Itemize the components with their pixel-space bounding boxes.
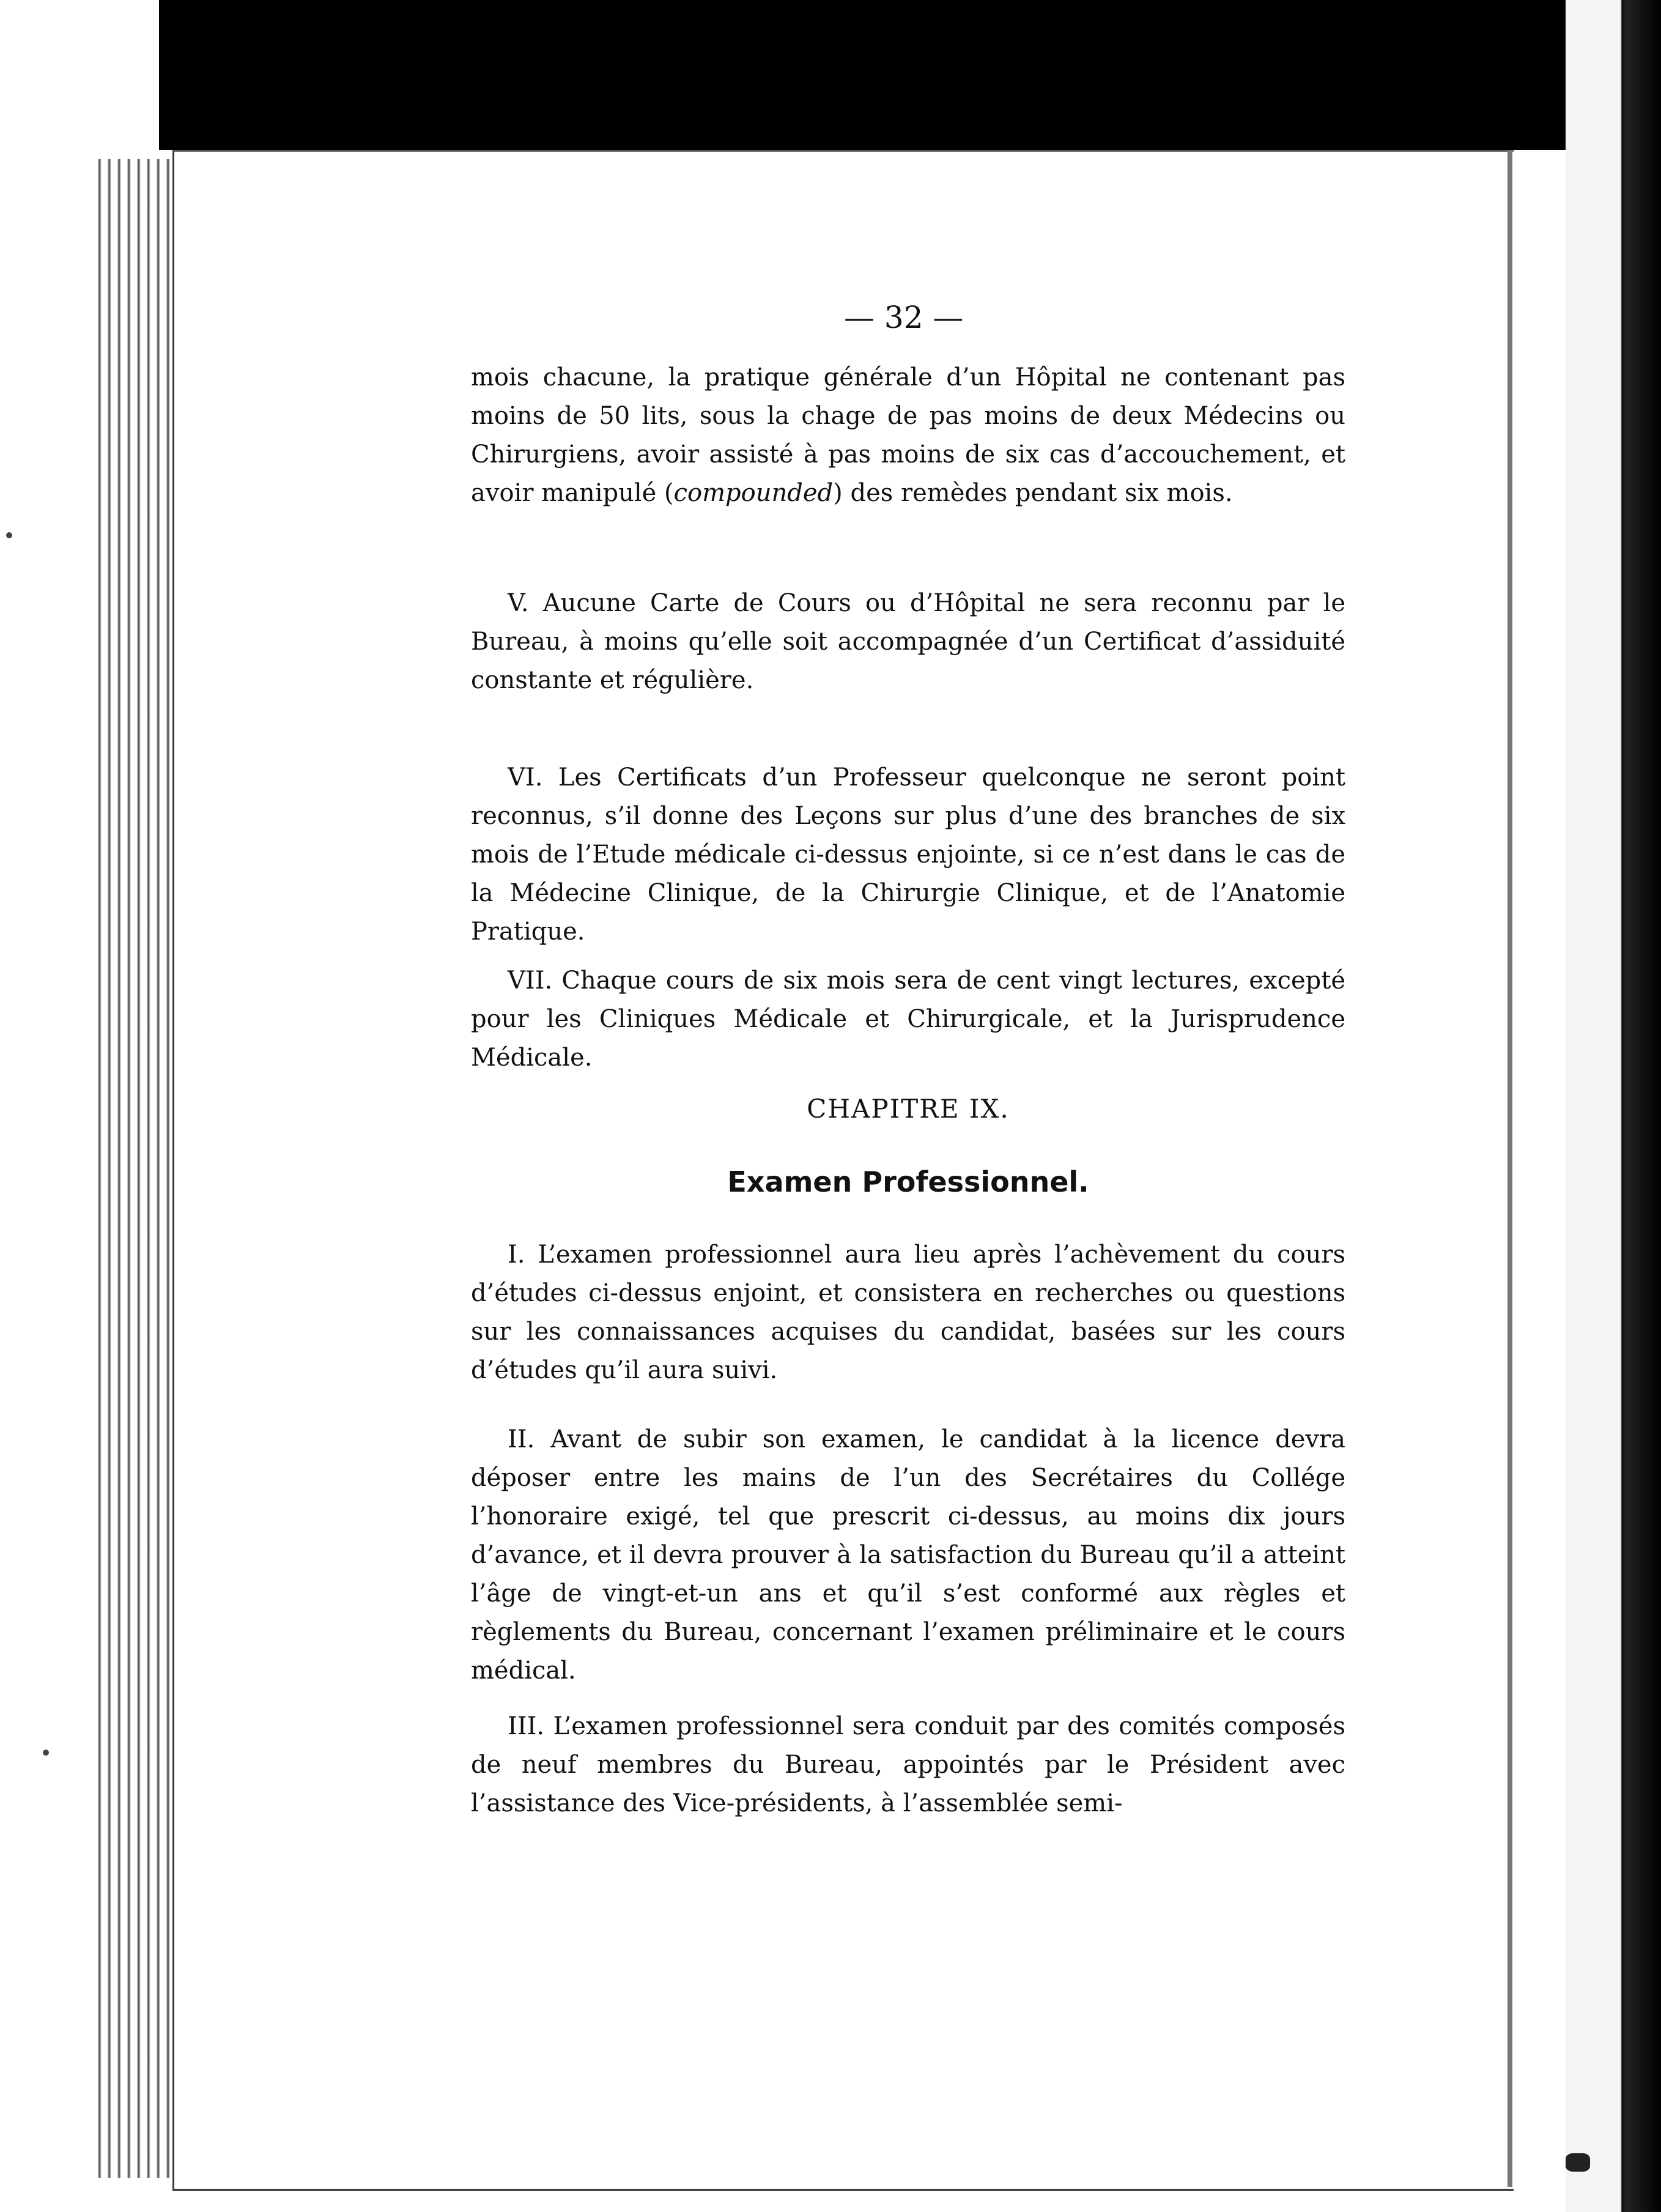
paragraph-vii: VII. Chaque cours de six mois sera de cent vingt lectures, excepté pour les Cliniques Médicale et Chirurgicale, et la Jurisprudence Médicale.	[471, 967, 1345, 1072]
book-binding-edge	[92, 159, 177, 2178]
scan-speck	[43, 1750, 49, 1756]
exam-paragraph-i: I. L’examen professionnel aura lieu après l’achèvement du cours d’études ci-dessus enjoint, et consistera en recherches ou questions sur les connaissances acquises du candidat, basées sur les cours d’études qu’il aura suivi.	[471, 1241, 1345, 1384]
section-title: Examen Professionnel.	[727, 1165, 1089, 1198]
page-fold-edge	[1507, 150, 1512, 2187]
scan-background-right	[1566, 0, 1661, 2212]
scan-speck	[6, 532, 12, 538]
paragraph-continuation-italic: compounded	[673, 479, 834, 507]
paragraph-continuation	[471, 358, 1345, 513]
paragraph-continuation-text-after: ) des remèdes pendant six mois.	[833, 479, 1233, 507]
exam-paragraph-ii: II. Avant de subir son examen, le candidat à la licence devra déposer entre les mains de l’un des Secrétaires du Collége l’honoraire exigé, tel que prescrit ci-dessus, au moins dix jours d’avance, et il devra prouver à la satisfaction du Bureau qu’il a atteint l’âge de vingt-et-un ans et qu’il s’est conformé aux règles et règlements du Bureau, concernant l’examen préliminaire et le cours médical.	[471, 1425, 1345, 1685]
paragraph-continuation-text-before: mois chacune, la pratique générale d’un Hôpital ne contenant pas moins de 50 lits, sous la chage de pas moins de deux Médecins ou Chirurgiens, avoir assisté à pas moins de six cas d’accouchement, et avoir manipulé (	[471, 363, 1345, 507]
exam-paragraph-iii: III. L’examen professionnel sera conduit par des comités composés de neuf membres du Bureau, appointés par le Président avec l’assistance des Vice-présidents, à l’assemblée semi-	[471, 1712, 1345, 1817]
chapter-title: CHAPITRE IX.	[807, 1094, 1010, 1124]
paragraph-v: V. Aucune Carte de Cours ou d’Hôpital ne sera reconnu par le Bureau, à moins qu’elle soit accompagnée d’un Certificat d’assiduité constante et régulière.	[471, 589, 1345, 694]
scan-background-top	[0, 0, 1661, 150]
scan-margin-top-left	[0, 0, 159, 150]
paragraph-vi: VI. Les Certificats d’un Professeur quelconque ne seront point reconnus, s’il donne des Leçons sur plus d’une des branches de six mois de l’Etude médicale ci-dessus enjointe, si ce n’est dans le cas de la Médecine Clinique, de la Chirurgie Clinique, et de l’Anatomie Pratique.	[471, 763, 1345, 946]
page-number: — 32 —	[844, 300, 964, 335]
scan-speck	[1566, 2153, 1590, 2172]
